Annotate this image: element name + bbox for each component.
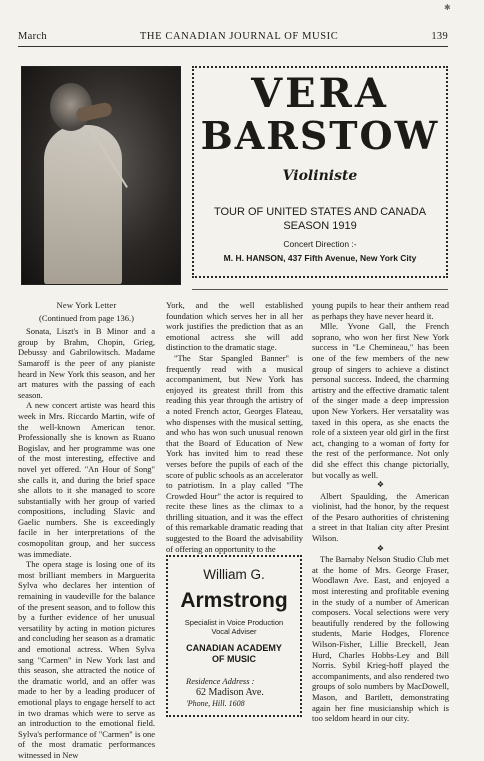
- col2-paragraph: "The Star Spangled Banner" is frequently read with a musical accompaniment, but New York has enjoyed its greatest thrill from this reading this year through the artistry of a noted French actor, Georges Flateau, who dispenses with the musical setting, and who has won such unusual renown that the Board of Education of New York has invited him to read these verses before the pupils of each of the score of public schools as an accelerator to patriotism. In a play called "The Crowded Hour" the actor is required to recite these lines as the climax to a thrilling situation, and it was the effect of this remarkable dramatic reading that suggested to the Board the advisability of offering an opportunity to the: [166, 352, 303, 554]
- header-month: March: [18, 31, 47, 42]
- article-column-1: [18, 300, 155, 761]
- ad-name-first: VERA: [251, 70, 389, 117]
- armstrong-academy-line1: CANADIAN ACADEMY: [186, 643, 282, 653]
- col1-paragraph: The opera stage is losing one of its most brilliant members in Marguerita Sylva who declares her intention of remaining in vaudeville for the balance of the present season, and to follow this by a further evidence of her unusual versatility by acting in motion pictures and concluding her season as a dramatic and emotional actress. When Sylva sang "Carmen" in New York last and this season, she attracted the notice of the dramatic world, and an offer was made to her by a leading producer of emotional plays to engage herself to act in two dramas which were to serve as an introduction to the emotional field. Sylva's performance of "Carmen" is one of the most dramatic performances witnessed in New: [18, 559, 155, 760]
- header-journal-title: THE CANADIAN JOURNAL OF MUSIC: [139, 31, 339, 42]
- armstrong-specialty-line2: Vocal Adviser: [211, 627, 257, 636]
- armstrong-academy-line2: OF MUSIC: [212, 654, 256, 664]
- article-column-2: [166, 300, 303, 554]
- armstrong-residence: [186, 676, 302, 709]
- armstrong-surname: Armstrong: [180, 589, 288, 612]
- armstrong-specialty-line1: Specialist in Voice Production: [184, 618, 284, 627]
- col1-paragraph: Sonata, Liszt's in B Minor and a group by Brahm, Chopin, Grieg, Debussy and Gabrilowitsch. Madame Samaroff is the peer of any pianiste heard in New York this season, and her art matures with the passing of each season.: [18, 326, 155, 400]
- col1-paragraph: A new concert artiste was heard this week in Mrs. Riccardo Martin, wife of the well-known American tenor. Professionally she is known as Ruano Bogislav, and her programme was one of the most interesting, effective and novel yet offered. "An Hour of Song" she calls it, and during the brief space she allots to it she managed to score substantially with her group of varied compositions, including Slavic and Gaelic numbers. She is exceedingly facile in her interpretations of the cosmopolitan group, and her success was immediate.: [18, 400, 155, 559]
- ad-bottom-rule: [192, 289, 448, 290]
- ad-tour: [192, 205, 448, 233]
- article-continued-note: (Continued from page 136.): [39, 312, 134, 323]
- col3-paragraph: young pupils to hear their anthem read as perhaps they have never heard it.: [312, 300, 449, 321]
- col3-paragraph: Albert Spaulding, the American violinist, had the honor, by the request of the Pesaro authorities of christening a street in that Italian city after Presint Wilson.: [312, 490, 449, 544]
- col3-paragraph: The Barnaby Nelson Studio Club met at the home of Mrs. George Fraser, Woodlawn Ave. East, and enjoyed a most interesting and profitable evening in the study of a number of American composers. Vocal selections were very beautifully rendered by the following students, Marie Hodges, Florence Wilson-Fisher, Lillie Breckell, Jean Hurd, Charles Hobbs-Ley and Bill Norris. Sybil Krieg-hoff played the accompaniments, and also rendered two groups of solo numbers by MacDowell, Mason, and Bartlett, demonstrating again her fine musicianship which is too seldom heard in our city.: [312, 554, 449, 724]
- armstrong-address: 62 Madison Ave.: [196, 687, 264, 698]
- page-corner-mark: ✱: [444, 3, 451, 12]
- ornament-divider: ❖: [376, 543, 385, 553]
- armstrong-phone: 'Phone, Hill. 1608: [186, 699, 245, 708]
- armstrong-academy: [166, 643, 302, 665]
- ad-role: Violiniste: [282, 168, 358, 184]
- violinist-photo: [21, 66, 181, 285]
- ornament-divider: ❖: [376, 480, 385, 490]
- armstrong-residence-label: Residence Address :: [186, 676, 255, 686]
- photo-figure: [44, 125, 122, 285]
- ad-name-last: BARSTOW: [200, 113, 440, 158]
- header-page-number: 139: [431, 31, 448, 42]
- article-column-3: [312, 300, 449, 724]
- ad-concert-label: Concert Direction :-: [283, 239, 357, 249]
- ad-tour-line1: TOUR OF UNITED STATES AND CANADA: [213, 206, 427, 218]
- header-rule: [18, 46, 448, 47]
- ad-manager: M. H. HANSON, 437 Fifth Avenue, New York City: [223, 253, 417, 263]
- armstrong-specialty: [166, 618, 302, 636]
- ad-tour-line2: SEASON 1919: [283, 220, 357, 232]
- running-header: [18, 31, 448, 42]
- col3-paragraph: Mlle. Yvone Gall, the French soprano, who won her first New York success in "Le Chemineau," has been one of the few members of the new group of singers to achieve a distinct personal success. Indeed, the charming artistry and the effective dramatic talent of the singer made a deep impression upon New Yorkers. Her versatality was taxed in this opera, as she enacts the role of a sixteen year old girl in the first act, changing to a woman of forty for the rest of the performance. Not only did she effect this change pictorially, but vocally as well.: [312, 321, 449, 480]
- article-title: New York Letter: [56, 300, 117, 310]
- col2-paragraph: York, and the well established foundation which serves her in all her work justifies the prediction that as an emotional actress she will add distinction to the dramatic stage.: [166, 300, 303, 353]
- armstrong-first-name: William G.: [203, 567, 265, 582]
